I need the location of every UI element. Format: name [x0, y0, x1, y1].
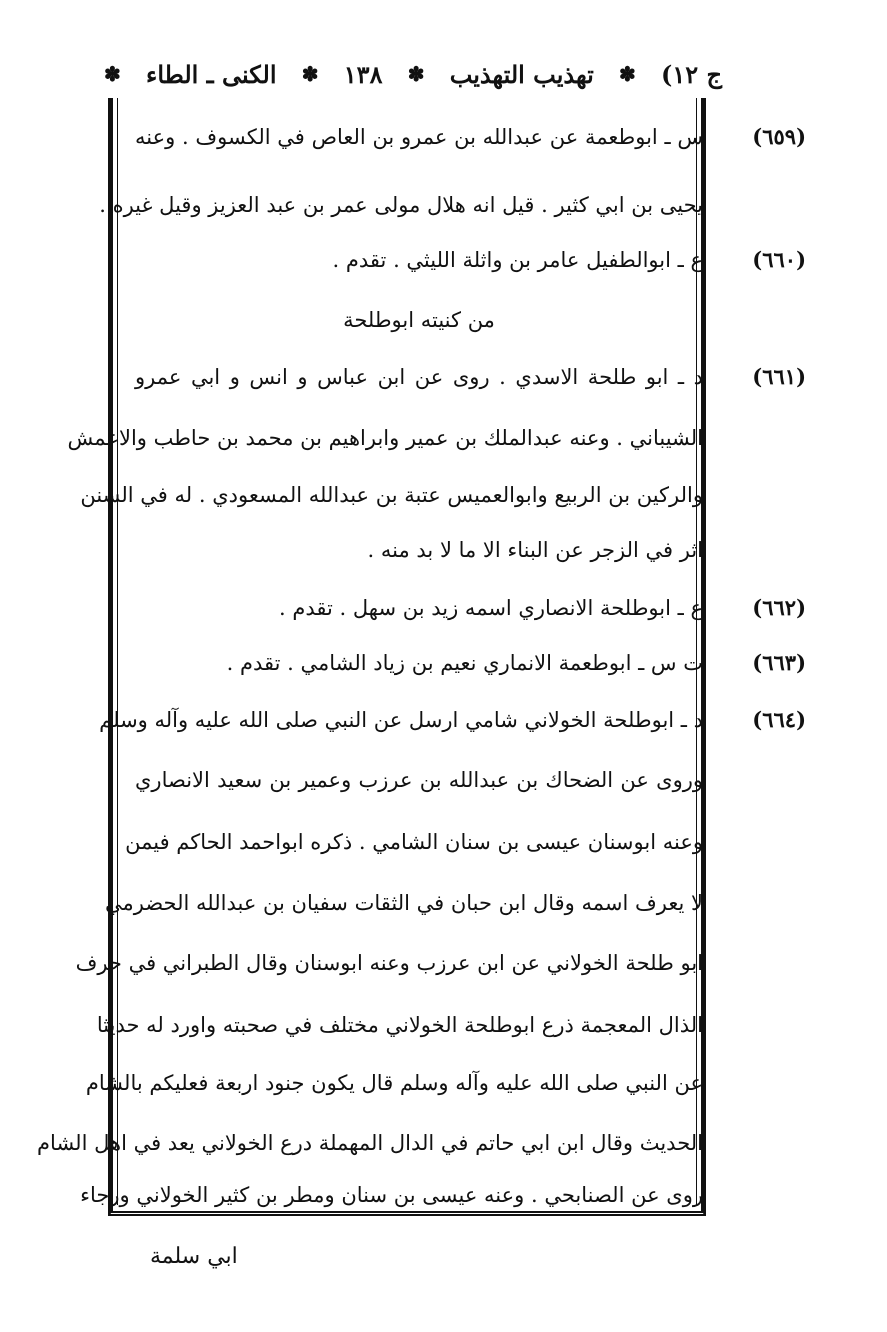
entry-664-line-2: وروى عن الضحاك بن عبدالله بن عرزب وعمير بن سعيد الانصاري	[135, 768, 703, 792]
ornament-icon: ✽	[619, 62, 636, 86]
ornament-icon: ✽	[104, 62, 121, 86]
entry-662-line-1: ع ـ ابوطلحة الانصاري اسمه زيد بن سهل . تقدم .	[279, 596, 703, 620]
entry-659-line-2: يحيى بن ابي كثير . قيل انه هلال مولى عمر بن عبد العزيز وقيل غيره .	[99, 193, 703, 217]
header-volume: ج ١٢)	[661, 59, 722, 89]
entry-number-663: (٦٦٣)	[752, 650, 806, 675]
entry-number-659: (٦٥٩)	[752, 124, 806, 149]
entry-number-661: (٦٦١)	[752, 364, 806, 389]
entry-661-line-3: والركين بن الربيع وابوالعميس عتبة بن عبدالله المسعودي . له في السنن	[80, 483, 703, 507]
entry-664-line-5: ابو طلحة الخولاني عن ابن عرزب وعنه ابوسنان وقال الطبراني في حرف	[75, 951, 703, 975]
ornament-icon: ✽	[301, 62, 319, 86]
running-header	[100, 52, 722, 96]
entry-661-line-2: الشيباني . وعنه عبدالملك بن عمير وابراهيم بن محمد بن حاطب والاعمش	[67, 426, 703, 450]
entry-664-line-3: وعنه ابوسنان عيسى بن سنان الشامي . ذكره ابواحمد الحاكم فيمن	[125, 830, 703, 854]
entry-664-line-7: عن النبي صلى الله عليه وآله وسلم قال يكون جنود اربعة فعليكم بالشام	[85, 1071, 703, 1095]
entry-664-line-6: الذال المعجمة ذرع ابوطلحة الخولاني مختلف في صحبته واورد له حديثا	[96, 1013, 703, 1037]
catchword: ابي سلمة	[150, 1244, 238, 1269]
entry-number-662: (٦٦٢)	[752, 595, 806, 620]
header-book-title: تهذيب التهذيب	[449, 59, 594, 89]
ornament-icon: ✽	[407, 62, 425, 86]
entry-663-line-1: ت س ـ ابوطعمة الانماري نعيم بن زياد الشامي . تقدم .	[226, 651, 703, 675]
header-page-number: ١٣٨	[343, 59, 383, 89]
entry-664-line-1: د ـ ابوطلحة الخولاني شامي ارسل عن النبي صلى الله عليه وآله وسلم	[99, 708, 703, 732]
entry-number-660: (٦٦٠)	[752, 247, 806, 272]
entry-659-line-1: س ـ ابوطعمة عن عبدالله بن عمرو بن العاص في الكسوف . وعنه	[135, 125, 703, 149]
entry-660-line-1: ع ـ ابوالطفيل عامر بن واثلة الليثي . تقدم .	[332, 248, 703, 272]
entry-664-line-4: لا يعرف اسمه وقال ابن حبان في الثقات سفيان بن عبدالله الحضرمي	[105, 891, 703, 915]
entry-661-line-1: د ـ ابو طلحة الاسدي . روى عن ابن عباس و انس و ابي عمرو	[135, 365, 703, 389]
entry-664-line-8: الحديث وقال ابن ابي حاتم في الدال المهملة درع الخولاني يعد في اهل الشام	[37, 1131, 703, 1155]
header-section: الكنى ـ الطاء	[146, 59, 277, 89]
subheading: من كنيته ابوطلحة	[343, 308, 495, 332]
entry-661-line-4: اثر في الزجر عن البناء الا ما لا بد منه .	[367, 538, 703, 562]
entry-number-664: (٦٦٤)	[752, 707, 806, 732]
entry-664-line-9: روى عن الصنابحي . وعنه عيسى بن سنان ومطر بن كثير الخولاني ورجاء	[80, 1183, 703, 1207]
